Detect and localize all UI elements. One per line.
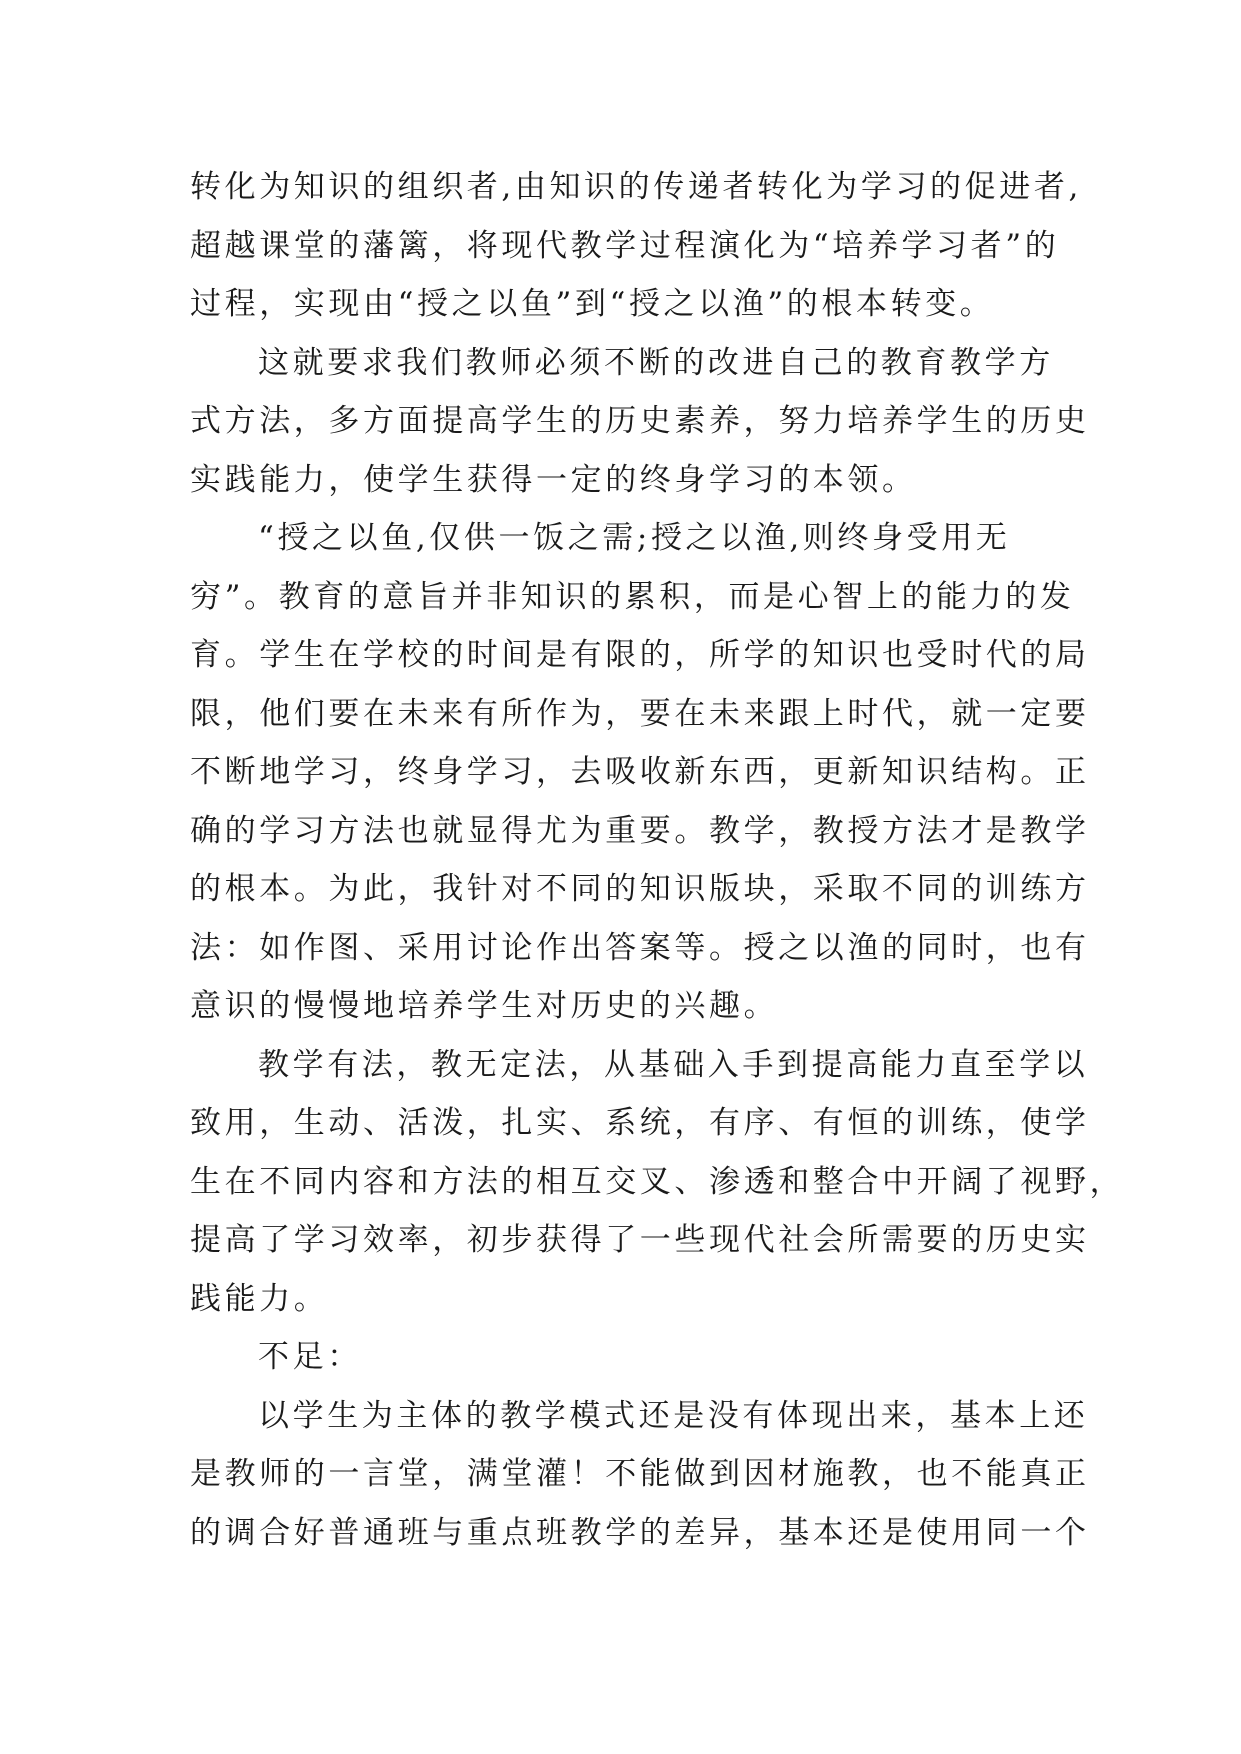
text-line: 生在不同内容和方法的相互交叉、渗透和整合中开阔了视野，	[190, 1163, 1125, 1200]
text-line: 式方法，多方面提高学生的历史素养，努力培养学生的历史	[190, 403, 1090, 439]
text-line: “授之以鱼,仅供一饭之需;授之以渔,则终身受用无	[258, 520, 1011, 556]
text-line: 这就要求我们教师必须不断的改进自己的教育教学方	[258, 344, 1054, 381]
text-line: 穷”。教育的意旨并非知识的累积，而是心智上的能力的发	[190, 578, 1075, 615]
text-line: 致用，生动、活泼，扎实、系统，有序、有恒的训练，使学	[190, 1105, 1090, 1141]
text-line: 是教师的一言堂，满堂灌！不能做到因材施教，也不能真正	[190, 1456, 1090, 1492]
text-line: 践能力。	[190, 1280, 329, 1317]
text-line: 教学有法，教无定法，从基础入手到提高能力直至学以	[258, 1046, 1089, 1083]
text-line: 不足：	[258, 1339, 362, 1375]
text-line: 的根本。为此，我针对不同的知识版块，采取不同的训练方	[190, 871, 1090, 907]
text-line: 以学生为主体的教学模式还是没有体现出来，基本上还	[258, 1397, 1089, 1434]
text-line: 育。学生在学校的时间是有限的，所学的知识也受时代的局	[190, 637, 1090, 673]
text-line: 过程，实现由“授之以鱼”到“授之以渔”的根本转变。	[190, 286, 995, 322]
text-line: 限，他们要在未来有所作为，要在未来跟上时代，就一定要	[190, 695, 1090, 732]
text-line: 转化为知识的组织者,由知识的传递者转化为学习的促进者,	[190, 169, 1082, 205]
text-line: 提高了学习效率，初步获得了一些现代社会所需要的历史实	[190, 1222, 1090, 1258]
text-line: 确的学习方法也就显得尤为重要。教学，教授方法才是教学	[190, 812, 1090, 849]
text-line: 法：如作图、采用讨论作出答案等。授之以渔的同时，也有	[190, 929, 1090, 966]
text-line: 意识的慢慢地培养学生对历史的兴趣。	[190, 988, 779, 1024]
text-line: 实践能力，使学生获得一定的终身学习的本领。	[190, 461, 917, 498]
body-text	[190, 158, 1125, 1562]
text-line: 的调合好普通班与重点班教学的差异，基本还是使用同一个	[190, 1514, 1090, 1551]
text-line: 超越课堂的藩篱，将现代教学过程演化为“培养学习者”的	[190, 227, 1060, 264]
text-line: 不断地学习，终身学习，去吸收新东西，更新知识结构。正	[190, 754, 1090, 790]
